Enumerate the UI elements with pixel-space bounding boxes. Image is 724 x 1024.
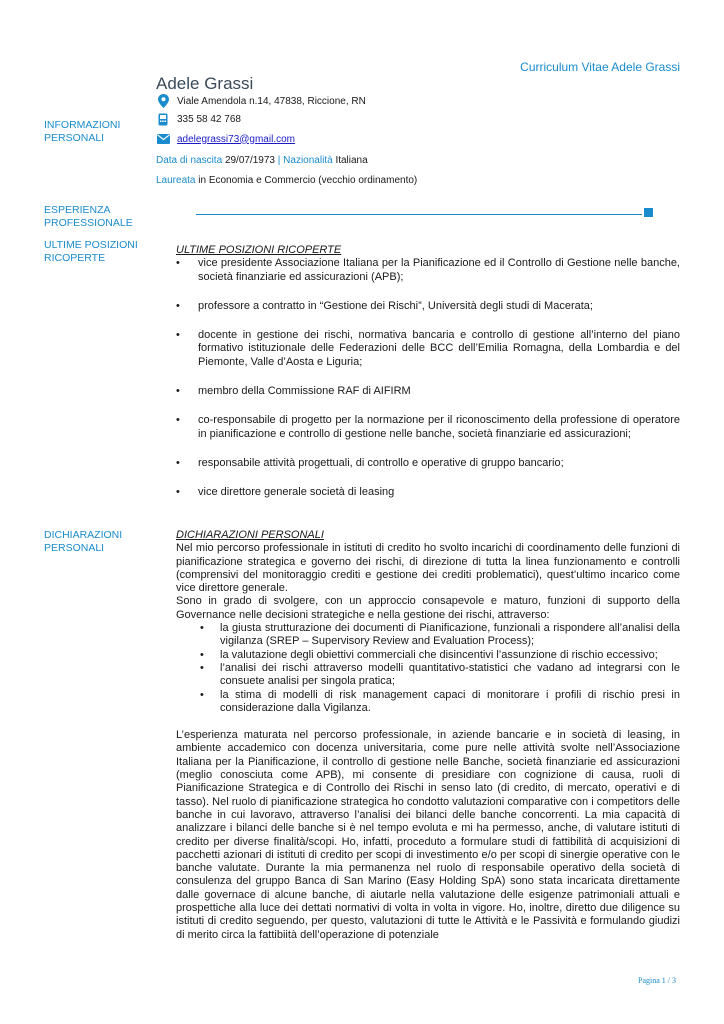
address-text: Viale Amendola n.14, 47838, Riccione, RN [177, 95, 366, 107]
declarations-paragraph-3: L’esperienza maturata nel percorso professionale, in aziende bancarie e in società di leasing, in ambiente accademico con docenza universitaria, come pure nelle attività svolte nell’Associazione Italiana per la Pianificazione, il controllo di gestione nelle Banche, società finanziarie ed assicurazioni (meglio conosciuta come APB), mi consente di presidiare con cognizione di causa, ruoli di Pianificazione Strategica e di Controllo dei Rischi in senso lato (di credito, di mercato, operativi e di tasso). Nel ruolo di pianificazione strategica ho condotto valutazioni comparative con i competitors delle banche in cui lavoravo, attraverso l’analisi dei bilanci delle banche concorrenti. La mia capacità di analizzare i bilanci delle banche si è nel tempo evoluta e mi ha permesso, anche, di valutare istituti di credito per diverse finalità/scopi. Ho, infatti, proceduto a formulare studi di fattibilità di acquisizioni di pacchetti azionari di istituti di credito per scopi di investimento e/o per scopi di sinergie operative con le banche valutate. Durante la mia permanenza nel ruolo di responsabile operativo della società di consulenza del gruppo Banca di San Marino (Easy Holding SpA) sono stata incaricata direttamente dalle governace di alcune banche, di aiutarle nella valutazione delle esigenze patrimoniali attuali e prospettiche alla luce dei dettati normativi di volta in volta in vigore. Ho, inoltre, diretto due diligence su istituti di credito seguendo, per questo, valutazioni di tutte le Attività e le Passività e formulando giudizi di merito circa la fattibiità dell’operazione di potenziale [176, 729, 680, 941]
address-row [156, 94, 366, 108]
list-item: • vice presidente Associazione Italiana per la Pianificazione ed il Controllo di Gestione nelle banche, società finanziarie ed assicurazioni (APB); [176, 257, 680, 284]
header-title: Curriculum Vitae Adele Grassi [520, 60, 680, 74]
list-item: • professore a contratto in “Gestione dei Rischi”, Università degli studi di Macerata; [176, 300, 680, 313]
declarations-paragraph-2: Sono in grado di svolgere, con un approccio consapevole e maturo, funzioni di supporto della Governance nelle decisioni strategiche e nella gestione dei rischi, attraverso: [176, 595, 680, 621]
separator: | [277, 155, 281, 166]
list-item: • la giusta strutturazione dei documenti di Pianificazione, funzionali a rispondere all’analisi della vigilanza (SREP – Supervisory Review and Evaluation Process); [176, 622, 680, 649]
list-item: • l’analisi dei rischi attraverso modelli quantitativo-statistici che vadano ad integrarsi con le consuete analisi per singola pratica; [176, 662, 680, 689]
phone-row [156, 112, 241, 126]
person-name: Adele Grassi [156, 74, 254, 93]
nationality-label: Nazionalità [283, 155, 333, 166]
list-item: • docente in gestione dei rischi, normativa bancaria e controllo di gestione all’interno del piano formativo istituzionale delle Federazioni delle BCC dell’Emilia Romagna, della Lombardia e del Piemonte, Valle d’Aosta e Liguria; [176, 329, 680, 369]
declarations-section [176, 529, 680, 942]
degree-value: in Economia e Commercio (vecchio ordinamento) [198, 175, 418, 186]
list-item: • responsabile attività progettuali, di controllo e operative di gruppo bancario; [176, 457, 680, 470]
label-experience: ESPERIENZA PROFESSIONALE [44, 204, 133, 229]
list-item: • membro della Commissione RAF di AIFIRM [176, 385, 680, 398]
email-link[interactable]: adelegrassi73@gmail.com [177, 133, 295, 145]
birth-value: 29/07/1973 [224, 155, 275, 166]
list-item: • co-responsabile di progetto per la normazione per il riconoscimento della professione di operatore in pianificazione e controllo di gestione nelle banche, società finanziarie ed assicurazioni; [176, 414, 680, 441]
phone-icon [156, 112, 170, 126]
nationality-value: Italiana [335, 155, 368, 166]
email-row [156, 132, 295, 146]
positions-section [176, 244, 680, 516]
section-divider-square [644, 208, 653, 217]
label-declarations: DICHIARAZIONI PERSONALI [44, 529, 123, 554]
declarations-list [176, 622, 680, 715]
list-item: • la stima di modelli di risk management capaci di monitorare i profili di rischio presi in considerazione dalla Vigilanza. [176, 689, 680, 716]
list-item: • vice direttore generale società di leasing [176, 486, 680, 499]
location-pin-icon [156, 94, 170, 108]
envelope-icon [156, 132, 170, 146]
label-personal-info: INFORMAZIONI PERSONALI [44, 119, 121, 144]
positions-title: ULTIME POSIZIONI RICOPERTE [176, 244, 342, 256]
label-last-positions: ULTIME POSIZIONI RICOPERTE [44, 239, 138, 264]
degree-label: Laureata [156, 175, 196, 186]
phone-text: 335 58 42 768 [177, 113, 241, 125]
degree-line [156, 175, 417, 186]
page-footer: Pagina 1 / 3 [638, 976, 676, 985]
section-divider [196, 214, 642, 215]
birth-nationality-line [156, 155, 368, 166]
birth-label: Data di nascita [156, 155, 223, 166]
list-item: • la valutazione degli obiettivi commerciali che disincentivi l’assunzione di rischio eccessivo; [176, 649, 680, 662]
declarations-title: DICHIARAZIONI PERSONALI [176, 529, 324, 541]
positions-list [176, 257, 680, 499]
declarations-paragraph-1: Nel mio percorso professionale in istituti di credito ho svolto incarichi di coordinamento delle funzioni di pianificazione strategica e governo dei rischi, di direzione di tutta la linea funzionamento e controlli (comprensivi del monitoraggio crediti e gestione dei crediti problematici), quest’ultimo incarico come vice direttore generale. [176, 542, 680, 595]
